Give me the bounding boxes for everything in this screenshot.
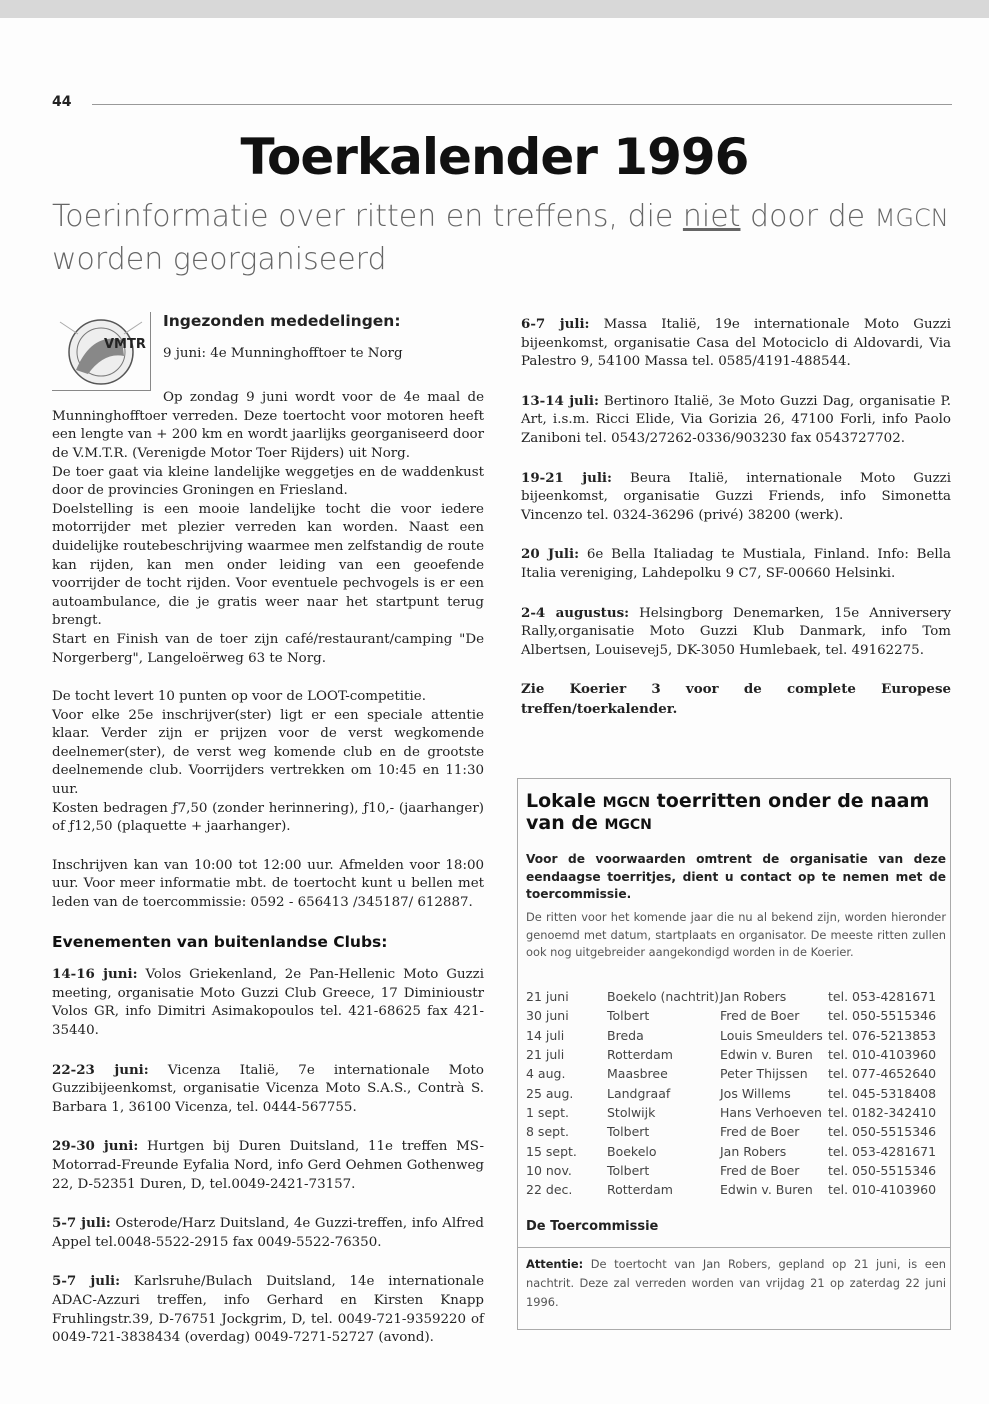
schedule-place: Rotterdam [607, 1182, 673, 1198]
section-heading-evenementen: Evenementen van buitenlandse Clubs: [52, 932, 388, 951]
schedule-place: Maasbree [607, 1066, 668, 1082]
schedule-org: Edwin v. Buren [720, 1182, 813, 1198]
schedule-org: Edwin v. Buren [720, 1047, 813, 1063]
event-text: Hurtgen bij Duren Duitsland, 11e treffen MS-Motorrad-Freunde Eyfalia Nord, info Gerd Oehmen Gothenweg 22, D-52351 Duren, D, tel.0049-2421-73157. [52, 1139, 484, 1192]
paragraph: De tocht levert 10 punten op voor de LOOT-competitie. [52, 689, 426, 705]
schedule-org: Fred de Boer [720, 1124, 800, 1140]
paragraph: Op zondag 9 juni wordt voor de 4e maal de Munninghofftoer verreden. Deze toertocht voor motoren heeft een lengte van + 200 km en wordt jaarlijks georganiseerd door de V.M.T.R. (Verenigde Motor Toer Rijders) uit Norg. [52, 390, 484, 461]
schedule-tel: tel. 050-5515346 [828, 1124, 937, 1140]
schedule-tel: tel. 053-4281671 [828, 989, 937, 1005]
box-title-mgcn: MGCN [602, 795, 651, 811]
event-date: 22-23 juni: [52, 1061, 149, 1078]
schedule-row [526, 1103, 946, 1122]
scan-top-bar [0, 0, 989, 18]
schedule-org: Fred de Boer [720, 1008, 800, 1024]
schedule-place: Boekelo (nachtrit) [607, 989, 720, 1005]
event-text: Vicenza Italië, 7e internationale Moto Guzzibijeenkomst, organisatie Vicenza Moto S.A.S., Contrà S. Barbara 1, 36100 Vicenza, tel. 0444-567755. [52, 1062, 484, 1115]
event-item [52, 1272, 484, 1347]
box-title-part: toerritten onder de naam van de [526, 790, 930, 834]
schedule-date: 25 aug. [526, 1085, 574, 1101]
schedule-place: Tolbert [607, 1008, 650, 1024]
subtitle-mgcn: MGCN [874, 204, 949, 232]
event-item [521, 392, 951, 449]
event-text: Bertinoro Italië, 3e Moto Guzzi Dag, organisatie P. Art, i.s.m. Ricci Elide, Via Gorizia 26, 47100 Forli, info Paolo Zaniboni tel. 0543/27262-0336/903230 fax 0543727702. [521, 393, 951, 446]
box-title-mgcn: MGCN [604, 817, 652, 833]
schedule-date: 21 juli [526, 1047, 565, 1063]
paragraph: Voor elke 25e inschrijver(ster) ligt er een speciale attentie klaar. Verder zijn er prijzen voor de verst wegkomende deelnemer(ster), de verst weg komende club en de grootste deelnemende club. Voorrijders vertrekken om 10:45 en 11:30 uur. [52, 707, 484, 798]
event-item [521, 315, 951, 372]
schedule-place: Boekelo [607, 1143, 657, 1159]
note-text: De toertocht van Jan Robers, gepland op 21 juni, is een nachtrit. Deze zal verreden worden van vrijdag 21 op zaterdag 22 juni 1996. [526, 1257, 946, 1309]
schedule-date: 15 sept. [526, 1143, 577, 1159]
box-intro: Voor de voorwaarden omtrent de organisatie van deze eendaagse toerritjes, dient u contact op te nemen met de toercommissie. [526, 852, 946, 901]
schedule-row [526, 1006, 946, 1025]
schedule-row [526, 987, 946, 1006]
event-text: Massa Italië, 19e internationale Moto Guzzi bijeenkomst, organisatie Casa del Motociclo di Aldovardi, Via Palestro 9, 54100 Massa tel. 0585/4191-488544. [521, 317, 951, 370]
schedule-date: 14 juli [526, 1027, 565, 1043]
schedule-date: 30 juni [526, 1008, 569, 1024]
subtitle-niet: niet [682, 199, 741, 234]
schedule-tel: tel. 050-5515346 [828, 1008, 937, 1024]
event-item [52, 1061, 484, 1118]
schedule-tel: tel. 010-4103960 [828, 1047, 937, 1063]
schedule-org: Jos Willems [720, 1085, 791, 1101]
event-item [521, 469, 951, 526]
schedule-place: Stolwijk [607, 1104, 656, 1120]
schedule-row [526, 1180, 946, 1199]
paragraph: Kosten bedragen ƒ7,50 (zonder herinnering), ƒ10,- (jaarhanger) of ƒ12,50 (plaquette + jaarhanger). [52, 800, 484, 835]
schedule-date: 4 aug. [526, 1066, 566, 1082]
page-number: 44 [52, 94, 72, 110]
page-title: Toerkalender 1996 [240, 128, 749, 186]
schedule-date: 8 sept. [526, 1124, 569, 1140]
schedule-row [526, 1064, 946, 1083]
closing-note [521, 680, 951, 719]
schedule-row [526, 1122, 946, 1141]
paragraph: Start en Finish van de toer zijn café/restaurant/camping "De Norgerberg", Langeloërweg 63 te Norg. [52, 631, 484, 666]
subtitle-part: door de [740, 199, 875, 234]
header-rule [92, 104, 952, 105]
schedule-org: Fred de Boer [720, 1162, 800, 1178]
subtitle-part: worden georganiseerd [52, 242, 387, 277]
schedule-date: 1 sept. [526, 1104, 569, 1120]
event-date: 6-7 juli: [521, 316, 590, 332]
box-text: De ritten voor het komende jaar die nu al bekend zijn, worden hieronder genoemd met datum, startplaats en organisator. De meeste ritten zullen ook nog uitgebreider aangekondigd worden in de Koerier. [526, 910, 946, 959]
event-date: 29-30 juni: [52, 1138, 139, 1155]
note-label: Attentie: [526, 1257, 584, 1271]
event-item [52, 1214, 484, 1252]
event-date: 20 Juli: [521, 546, 580, 563]
schedule-row [526, 1161, 946, 1180]
schedule-tel: tel. 050-5515346 [828, 1162, 937, 1178]
event-text: Beura Italië, internationale Moto Guzzi bijeenkomst, organisatie Guzzi Friends, info Simonetta Vincenzo tel. 0324-36296 (privé) 38200 (werk). [521, 470, 951, 523]
schedule-tel: tel. 076-5213853 [828, 1027, 937, 1043]
event-date: 19-21 juli: [521, 469, 612, 486]
schedule-place: Breda [607, 1027, 644, 1043]
schedule-place: Tolbert [607, 1124, 650, 1140]
box-signature: De Toercommissie [526, 1219, 659, 1234]
schedule-tel: tel. 045-5318408 [828, 1085, 937, 1101]
schedule-place: Landgraaf [607, 1085, 671, 1101]
event-date: 14-16 juni: [52, 966, 138, 983]
page-subtitle [52, 196, 962, 281]
event-text: Karlsruhe/Bulach Duitsland, 14e internationale ADAC-Azzuri treffen, info Gerhard en Kirsten Knapp Fruhlingstr.39, D-76751 Jockgrim, D, tel. 0049-721-9359220 of 0049-721-3838434 (overdag) 0049-7271-52727 (avond). [52, 1274, 484, 1346]
event-item [52, 1137, 484, 1194]
left-column [52, 310, 484, 1368]
box-title-part: Lokale [526, 790, 603, 812]
event-date: 2-4 augustus: [521, 604, 630, 621]
subtitle-part: Toerinformatie over ritten en treffens, die [52, 199, 683, 234]
paragraph: De toer gaat via kleine landelijke weggetjes en de waddenkust door de provincies Groningen en Friesland. [52, 464, 484, 499]
schedule-tel: tel. 010-4103960 [828, 1182, 937, 1198]
schedule-row [526, 1026, 946, 1045]
schedule-org: Jan Robers [720, 989, 787, 1005]
schedule-org: Jan Robers [720, 1143, 787, 1159]
schedule-row [526, 1141, 946, 1160]
event-text: Volos Griekenland, 2e Pan-Hellenic Moto Guzzi meeting, organisatie Moto Guzzi Club Greece, 17 Diminioustr Volos GR, info Dimitri Asimakopoulos tel. 421-68625 fax 421-35440. [52, 967, 484, 1038]
schedule-place: Rotterdam [607, 1047, 673, 1063]
schedule-date: 10 nov. [526, 1162, 572, 1178]
schedule-table [526, 987, 946, 1199]
event-item [521, 545, 951, 583]
box-divider [518, 1247, 950, 1248]
event-text: 6e Bella Italiadag te Mustiala, Finland. Info: Bella Italia vereniging, Lahdepolku 9 C7, SF-00660 Helsinki. [521, 547, 951, 581]
box-title [526, 791, 946, 835]
closing-text: Zie Koerier 3 voor de complete Europese treffen/toerkalender. [521, 681, 951, 717]
schedule-row [526, 1083, 946, 1102]
event-date: 5-7 juli: [52, 1215, 111, 1232]
box-note [526, 1255, 946, 1312]
schedule-org: Louis Smeulders [720, 1027, 823, 1043]
schedule-org: Peter Thijssen [720, 1066, 808, 1082]
schedule-tel: tel. 053-4281671 [828, 1143, 937, 1159]
paragraph: Inschrijven kan van 10:00 tot 12:00 uur. Afmelden voor 18:00 uur. Voor meer informatie mbt. de toertocht kunt u bellen met leden van de toercommissie: 0592 - 656413 /345187/ 612887. [52, 857, 484, 911]
event-text: Osterode/Harz Duitsland, 4e Guzzi-treffen, info Alfred Appel tel.0048-5522-2915 fax 0049-5522-76350. [52, 1216, 484, 1250]
local-rides-box [517, 778, 951, 1330]
intro-line: 9 juni: 4e Munninghofftoer te Norg [163, 345, 403, 361]
right-column [521, 315, 951, 740]
vmtr-logo [52, 312, 151, 391]
schedule-org: Hans Verhoeven [720, 1104, 822, 1120]
paragraph: Doelstelling is een mooie landelijke tocht die voor iedere motorrijder met plezier verreden kan worden. Naast een duidelijke routebeschrijving waarmee men zelfstandig de route kan rijden, kan men onder leiding van een geoefende voorrijder de tocht rijden. Voor eventuele pechvogels is er een autoambulance, die je gratis weer naar het startpunt terug brengt. [52, 501, 484, 629]
schedule-tel: tel. 077-4652640 [828, 1066, 937, 1082]
schedule-tel: tel. 0182-342410 [828, 1104, 937, 1120]
event-item [521, 604, 951, 661]
schedule-place: Tolbert [607, 1162, 650, 1178]
event-date: 13-14 juli: [521, 392, 599, 409]
logo-text: VMTR [104, 337, 146, 352]
event-item [52, 965, 484, 1040]
schedule-date: 21 juni [526, 989, 569, 1005]
event-date: 5-7 juli: [52, 1273, 121, 1290]
schedule-row [526, 1045, 946, 1064]
event-text: Helsingborg Denemarken, 15e Anniversery Rally,organisatie Moto Guzzi Klub Danmark, info Tom Albertsen, Louisevej5, DK-3050 Humlebaek, tel. 49162275. [521, 605, 951, 658]
section-heading-ingezonden: Ingezonden mededelingen: [163, 312, 401, 330]
schedule-date: 22 dec. [526, 1182, 573, 1198]
